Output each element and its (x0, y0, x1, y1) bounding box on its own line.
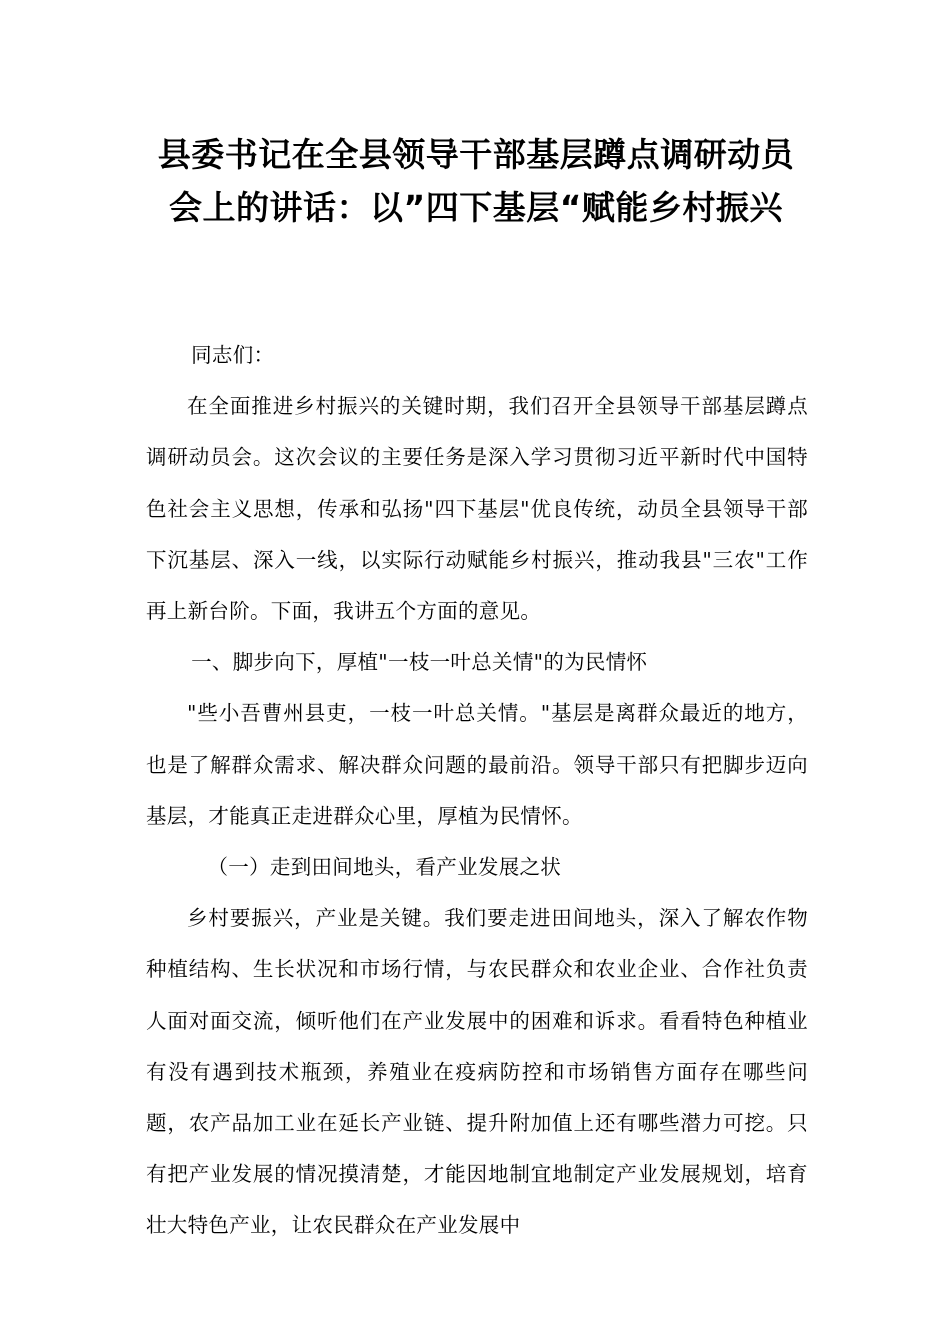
paragraph-intro: 在全面推进乡村振兴的关键时期，我们召开全县领导干部基层蹲点调研动员会。这次会议的主要任务是深入学习贯彻习近平新时代中国特色社会主义思想，传承和弘扬"四下基层"优良传统，动员全县领导干部下沉基层、深入一线，以实际行动赋能乡村振兴，推动我县"三农"工作再上新台阶。下面，我讲五个方面的意见。 (146, 394, 808, 624)
salutation: 同志们： (191, 343, 275, 367)
document-body (146, 330, 808, 1252)
paragraph-subsection-1: 乡村要振兴，产业是关键。我们要走进田间地头，深入了解农作物种植结构、生长状况和市场行情，与农民群众和农业企业、合作社负责人面对面交流，倾听他们在产业发展中的困难和诉求。看看特色种植业有没有遇到技术瓶颈，养殖业在疫病防控和市场销售方面存在哪些问题，农产品加工业在延长产业链、提升附加值上还有哪些潜力可挖。只有把产业发展的情况摸清楚，才能因地制宜地制定产业发展规划，培育壮大特色产业，让农民群众在产业发展中 (146, 906, 808, 1238)
section-heading-1: 一、脚步向下，厚植"一枝一叶总关情"的为民情怀 (191, 650, 648, 675)
paragraph-section-1: "些小吾曹州县吏，一枝一叶总关情。"基层是离群众最近的地方，也是了解群众需求、解决群众问题的最前沿。领导干部只有把脚步迈向基层，才能真正走进群众心里，厚植为民情怀。 (146, 701, 808, 828)
document-title: 县委书记在全县领导干部基层蹲点调研动员会上的讲话：以”四下基层“赋能乡村振兴 (157, 135, 795, 227)
subsection-heading-1: （一）走到田间地头，看产业发展之状 (207, 855, 562, 880)
